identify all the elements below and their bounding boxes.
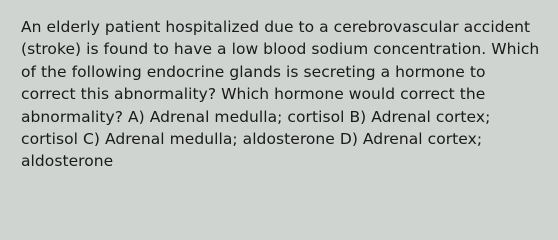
question-text: An elderly patient hospitalized due to a cerebrovascular accident (stroke) is found to have a low blood sodium concentration. Which of the following endocrine glands is secreting a hormone to correct this abnormality? Which hormone would correct the abnormality? A) Adrenal medulla; cortisol B) Adrenal cortex; cortisol C) Adrenal medulla; aldosterone D) Adrenal cortex; aldosterone [21,18,540,171]
